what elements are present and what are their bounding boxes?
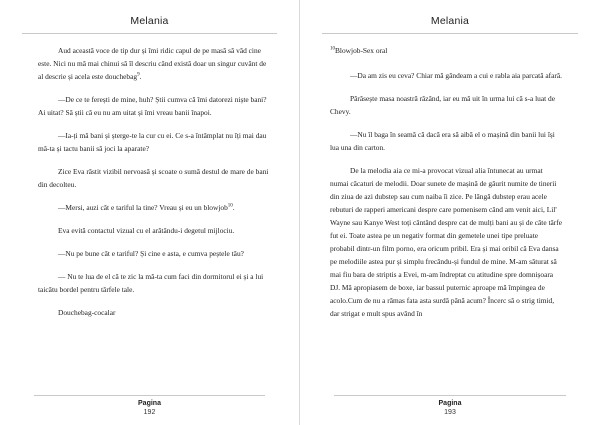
right-page-footer [334, 395, 566, 419]
paragraph: —De ce te ferești de mine, huh? Știi cumva că îmi datorezi niște bani? Ai uitat? Să știi că eu nu am uitat și îmi vreau banii înapoi. [38, 95, 267, 117]
left-page-footer [34, 395, 265, 419]
right-page-header: Melania [322, 10, 578, 34]
footnote [330, 44, 562, 57]
footnote-ref: 10 [227, 203, 233, 209]
paragraph: Zice Eva răstit vizibil nervoasă și scoate o sumă destul de mare de bani din decolteu. [38, 167, 269, 189]
page-number: 192 [143, 409, 156, 416]
left-page-header: Melania [22, 10, 277, 34]
footer-label: Pagina [138, 400, 161, 407]
page-number: 193 [444, 409, 456, 416]
paragraph [38, 44, 269, 83]
paragraph: —Ia-ți mâ bani și șterge-te la cur cu ei. Ce s-a întâmplat nu îți mai dau mâ-ta și tactu banii să joci la aparate? [38, 131, 267, 153]
paragraph: —Da am zis eu ceva? Chiar mă gândeam a cui e rabla aia parcată afară. [350, 71, 562, 80]
right-page [300, 0, 600, 425]
footer-label: Pagina [438, 400, 462, 407]
right-page-body [330, 44, 562, 330]
paragraph: De la melodia aia ce mi-a provocat vizual alia întunecat au urmat numai căcaturi de melodii. Doar sunete de mașină de gâurit numite de tinerii din ziua de azi dubstep sau cum naiba îi zice. Pe lângă dubstep erau acele rebuturi de rapperi americani despre care pomenisem când am venit aici, Lil' Wayne sau Kanye West toți cântând despre cat de mulți bani au și de câte târfe fut ei. Toate astea pe un negativ format din gemetele unei tipe preluate probabil dintr-un film porno, era oricum pribil. Era și mai oribil că Eva dansa pe melodiile astea pur și simplu frecându-și fundul de mine. M-am săturat să mai fiu bara de striptis a Evei, m-am îndreptat cu atitudine spre domnișoara DJ. Mă apropiasem de boxe, iar bassul puternic aproape mă împingea de acolo.Cum de nu a rămas fata asta surdă până acum? Încerc să o strig timid, dar strigat e mult spus având în [330, 166, 563, 318]
paragraph: —Nu pe bune cât e tariful? Și cine e asta, e cumva peștele tău? [58, 249, 244, 258]
footnote-ref: 9 [137, 72, 140, 78]
paragraph-text: —Mersi, auzi cât e tariful la tine? Vreau și eu un blowjob [58, 203, 228, 212]
paragraph [38, 201, 269, 214]
paragraph-end: . [139, 72, 142, 81]
paragraph-end: . [232, 203, 235, 212]
paragraph: Douchebag-cocalar [58, 308, 116, 317]
footnote-number: 10 [330, 46, 335, 52]
paragraph: —Nu îl baga în seamă că dacă era să aibă el o mașină din banii lui își lua una din carton. [330, 130, 555, 152]
paragraph: Părăsește masa noastră râzând, iar eu mă uit în urma lui că s-a luat de Chevy. [330, 94, 556, 116]
paragraph: Eva evită contactul vizual cu el arătându-i degetul mijlociu. [58, 226, 235, 235]
paragraph-text: Aud această voce de tip dur și îmi ridic capul de pe masă să văd cine este. Nici nu mă mai chinui să îl descriu când există doar un singur cuvânt de al descrie și acela este douchebag [38, 46, 267, 81]
left-page-body [38, 44, 269, 329]
footnote-text: Blowjob-Sex oral [335, 46, 388, 55]
paragraph: — Nu te lua de el că te zic la mă-ta cum faci din dormitorul ei și a lui taicătu bordel pentru târfele tale. [38, 272, 264, 294]
